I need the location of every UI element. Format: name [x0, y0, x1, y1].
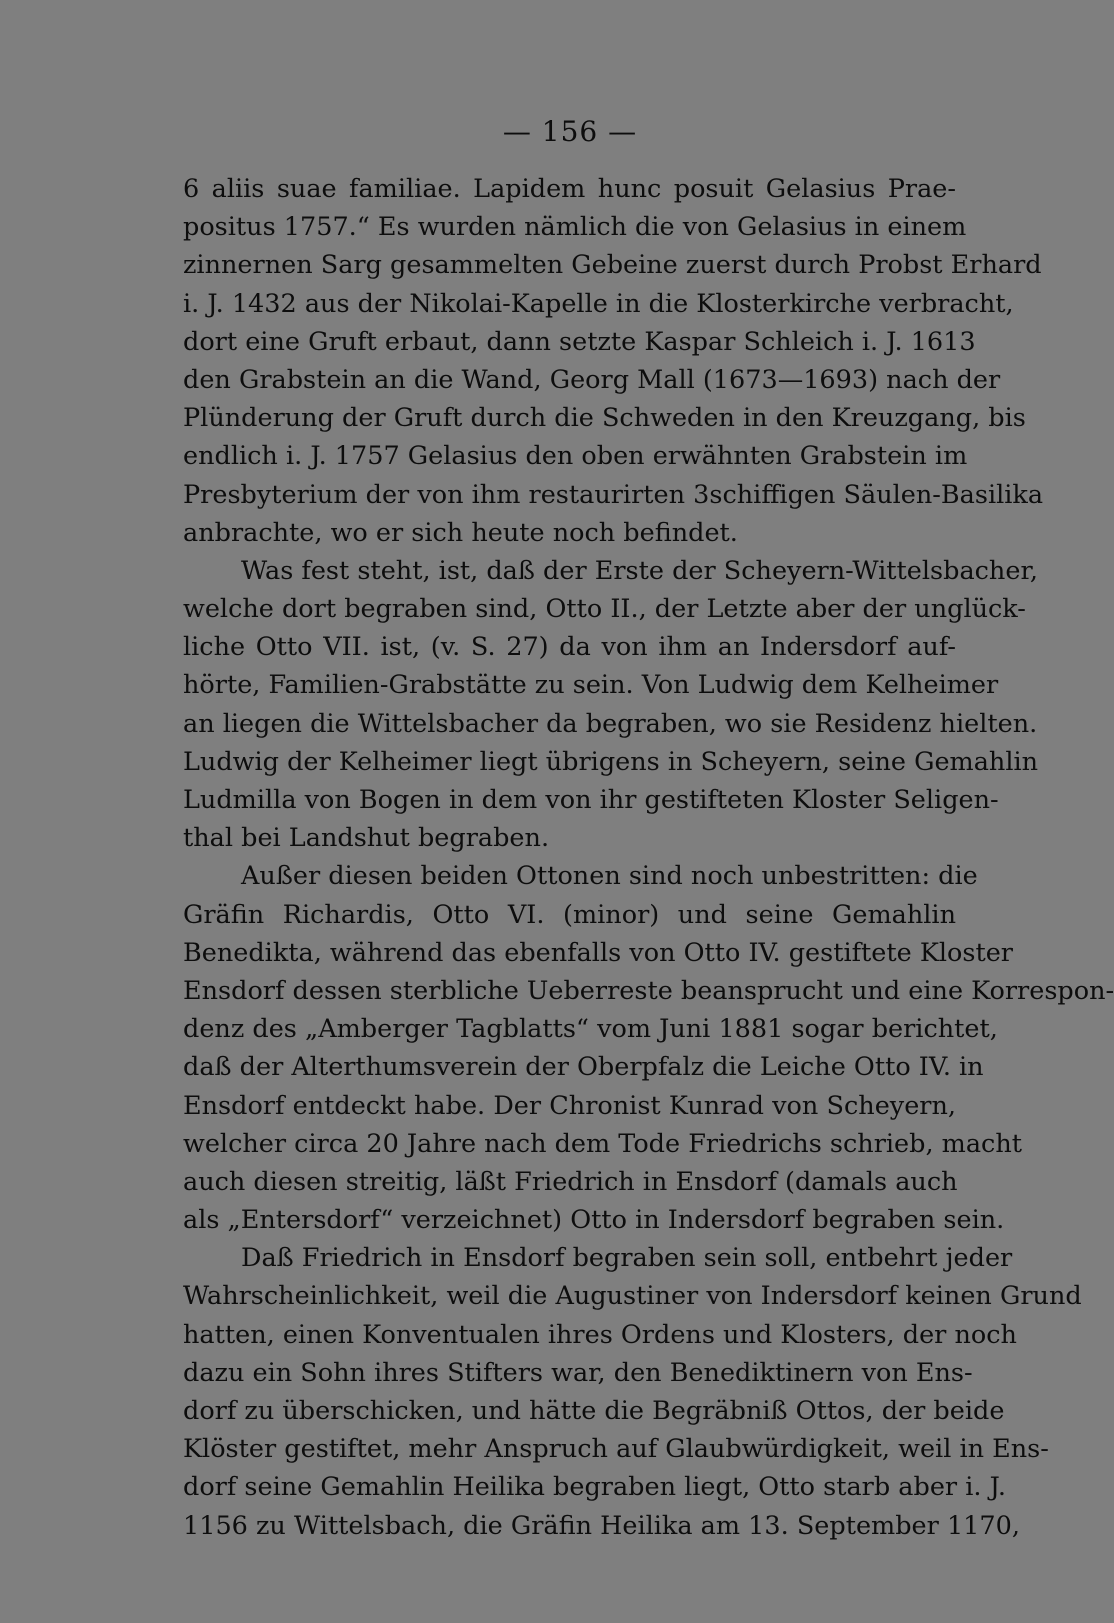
text-line: 1156 zu Wittelsbach, die Gräfin Heilika am 13. September 1170,: [183, 1510, 1020, 1541]
text-line: i. J. 1432 aus der Nikolai-Kapelle in die Klosterkirche verbracht,: [183, 288, 1014, 319]
text-line: daß der Alterthumsverein der Oberpfalz die Leiche Otto IV. in: [183, 1052, 984, 1083]
text-line: Daß Friedrich in Ensdorf begraben sein soll, entbehrt jeder: [241, 1243, 1013, 1274]
text-line: als „Entersdorf“ verzeichnet) Otto in Indersdorf begraben sein.: [183, 1205, 1005, 1236]
text-line: Was fest steht, ist, daß der Erste der Scheyern-Wittelsbacher,: [241, 555, 1038, 586]
text-line: Presbyterium der von ihm restaurirten 3schiffigen Säulen-Basilika: [183, 479, 1044, 510]
body-text: [183, 170, 1114, 1545]
text-line: endlich i. J. 1757 Gelasius den oben erwähnten Grabstein im: [183, 441, 968, 472]
text-line: Ensdorf dessen sterbliche Ueberreste beansprucht und eine Korrespon-: [183, 975, 1114, 1006]
text-line: Klöster gestiftet, mehr Anspruch auf Glaubwürdigkeit, weil in Ens-: [183, 1434, 1049, 1465]
text-line: liche Otto VII. ist, (v. S. 27) da von ihm an Indersdorf auf-: [183, 632, 956, 663]
text-line: hörte, Familien-Grabstätte zu sein. Von Ludwig dem Kelheimer: [183, 670, 999, 701]
text-line: Ludmilla von Bogen in dem von ihr gestifteten Kloster Seligen-: [183, 785, 999, 815]
text-line: den Grabstein an die Wand, Georg Mall (1673—1693) nach der: [183, 364, 1001, 395]
text-line: welcher circa 20 Jahre nach dem Tode Friedrichs schrieb, macht: [183, 1128, 1022, 1159]
text-line: dazu ein Sohn ihres Stifters war, den Benediktinern von Ens-: [183, 1357, 973, 1388]
text-line: anbrachte, wo er sich heute noch befindet.: [183, 517, 738, 548]
text-line: denz des „Amberger Tagblatts“ vom Juni 1881 sogar berichtet,: [183, 1014, 998, 1045]
text-line: hatten, einen Konventualen ihres Ordens und Klosters, der noch: [183, 1319, 1017, 1350]
text-line: Benedikta, während das ebenfalls von Otto IV. gestiftete Kloster: [183, 937, 1013, 968]
text-line: dort eine Gruft erbaut, dann setzte Kaspar Schleich i. J. 1613: [183, 326, 976, 357]
text-line: thal bei Landshut begraben.: [183, 823, 550, 854]
text-line: Plünderung der Gruft durch die Schweden in den Kreuzgang, bis: [183, 403, 1026, 434]
text-line: Ludwig der Kelheimer liegt übrigens in Scheyern, seine Gemahlin: [183, 746, 1039, 777]
text-line: positus 1757.“ Es wurden nämlich die von Gelasius in einem: [183, 212, 967, 243]
text-line: dorf seine Gemahlin Heilika begraben liegt, Otto starb aber i. J.: [183, 1472, 1006, 1503]
text-line: 6 aliis suae familiae. Lapidem hunc posuit Gelasius Prae-: [183, 174, 956, 204]
text-line: an liegen die Wittelsbacher da begraben, wo sie Residenz hielten.: [183, 708, 1038, 739]
text-line: auch diesen streitig, läßt Friedrich in Ensdorf (damals auch: [183, 1166, 958, 1197]
text-line: Ensdorf entdeckt habe. Der Chronist Kunrad von Scheyern,: [183, 1090, 956, 1121]
text-line: dorf zu überschicken, und hätte die Begräbniß Ottos, der beide: [183, 1396, 1005, 1426]
text-line: Gräfin Richardis, Otto VI. (minor) und seine Gemahlin: [183, 899, 956, 930]
text-line: Wahrscheinlichkeit, weil die Augustiner von Indersdorf keinen Grund: [183, 1281, 1082, 1312]
text-line: zinnernen Sarg gesammelten Gebeine zuerst durch Probst Erhard: [183, 250, 1042, 281]
page-number: — 156 —: [502, 115, 638, 148]
text-line: welche dort begraben sind, Otto II., der Letzte aber der unglück-: [183, 594, 1026, 625]
text-line: Außer diesen beiden Ottonen sind noch unbestritten: die: [241, 861, 978, 892]
